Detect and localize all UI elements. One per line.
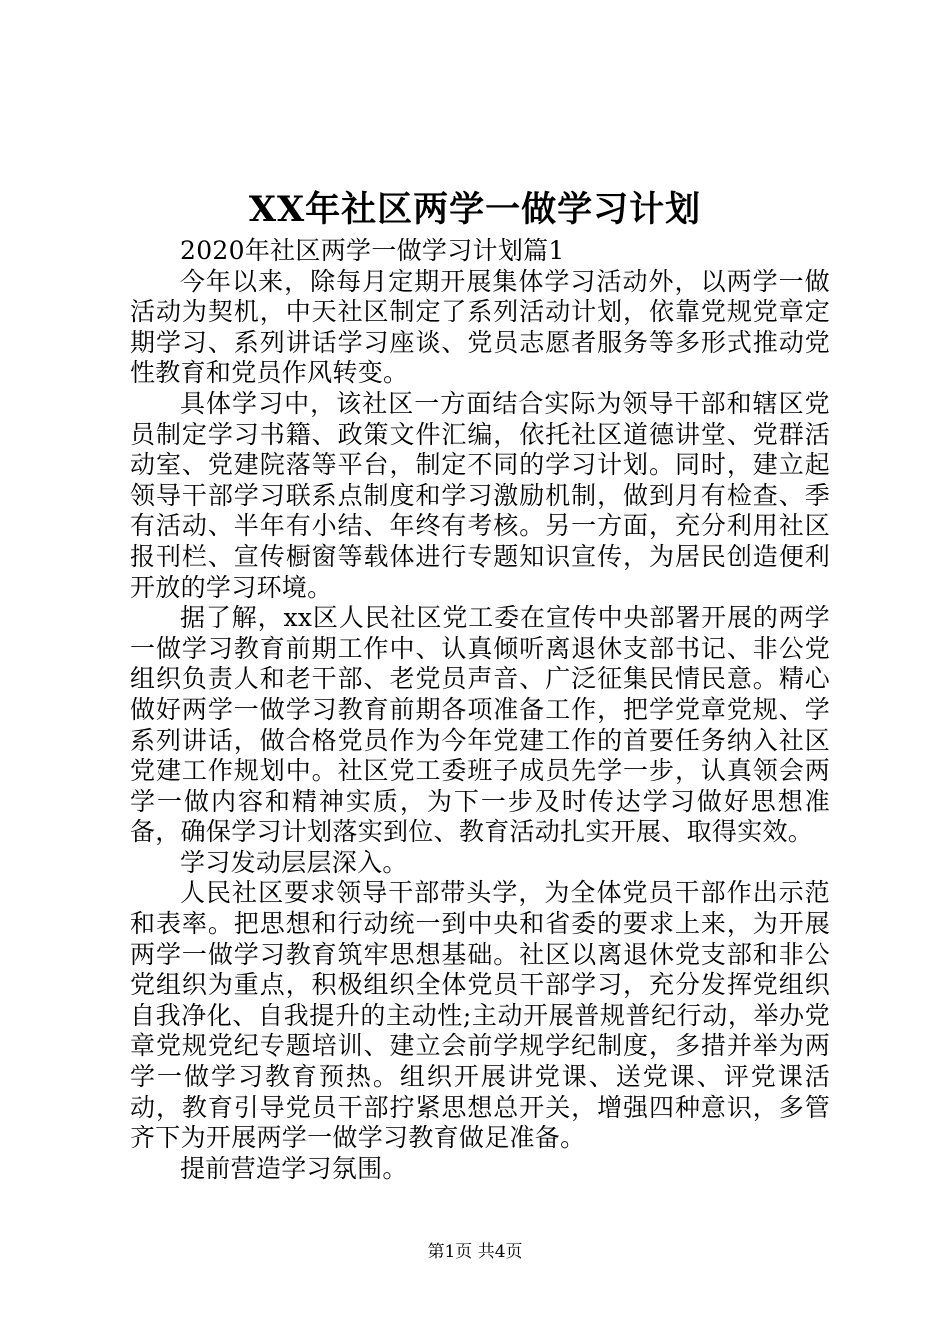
section-heading: 2020年社区两学一做学习计划篇1 [180,236,565,265]
body-paragraph: 人民社区要求领导干部带头学，为全体党员干部作出示范和表率。把思想和行动统一到中央和省委的要求上来，为开展两学一做学习教育筑牢思想基础。社区以离退休党支部和非公党组织为重点，积极组织全体党员干部学习，充分发挥党组织自我净化、自我提升的主动性;主动开展普规普纪行动，举办党章党规党纪专题培训、建立会前学规学纪制度，多措并举为两学一做学习教育预热。组织开展讲党课、送党课、评党课活动，教育引导党员干部拧紧思想总开关，增强四种意识，多管齐下为开展两学一做学习教育做足准备。 [130,878,830,1153]
body-paragraph: 今年以来，除每月定期开展集体学习活动外，以两学一做活动为契机，中天社区制定了系列活动计划，依靠党规党章定期学习、系列讲话学习座谈、党员志愿者服务等多形式推动党性教育和党员作风转变。 [130,266,830,388]
page-footer: 第1页 共4页 [427,1242,523,1262]
document-title: XX年社区两学一做学习计划 [248,189,702,230]
document-body [130,236,830,1184]
body-paragraph: 学习发动层层深入。 [180,847,408,877]
body-paragraph: 具体学习中，该社区一方面结合实际为领导干部和辖区党员制定学习书籍、政策文件汇编，依托社区道德讲堂、党群活动室、党建院落等平台，制定不同的学习计划。同时，建立起领导干部学习联系点制度和学习激励机制，做到月有检查、季有活动、半年有小结、年终有考核。另一方面，充分利用社区报刊栏、宣传橱窗等载体进行专题知识宣传，为居民创造便利开放的学习环境。 [130,388,830,602]
body-paragraph: 据了解，xx区人民社区党工委在宣传中央部署开展的两学一做学习教育前期工作中、认真倾听离退休支部书记、非公党组织负责人和老干部、老党员声音、广泛征集民情民意。精心做好两学一做学习教育前期各项准备工作，把学党章党规、学系列讲话，做合格党员作为今年党建工作的首要任务纳入社区党建工作规划中。社区党工委班子成员先学一步，认真领会两学一做内容和精神实质，为下一步及时传达学习做好思想准备，确保学习计划落实到位、教育活动扎实开展、取得实效。 [130,603,830,847]
body-paragraph: 提前营造学习氛围。 [180,1153,408,1183]
